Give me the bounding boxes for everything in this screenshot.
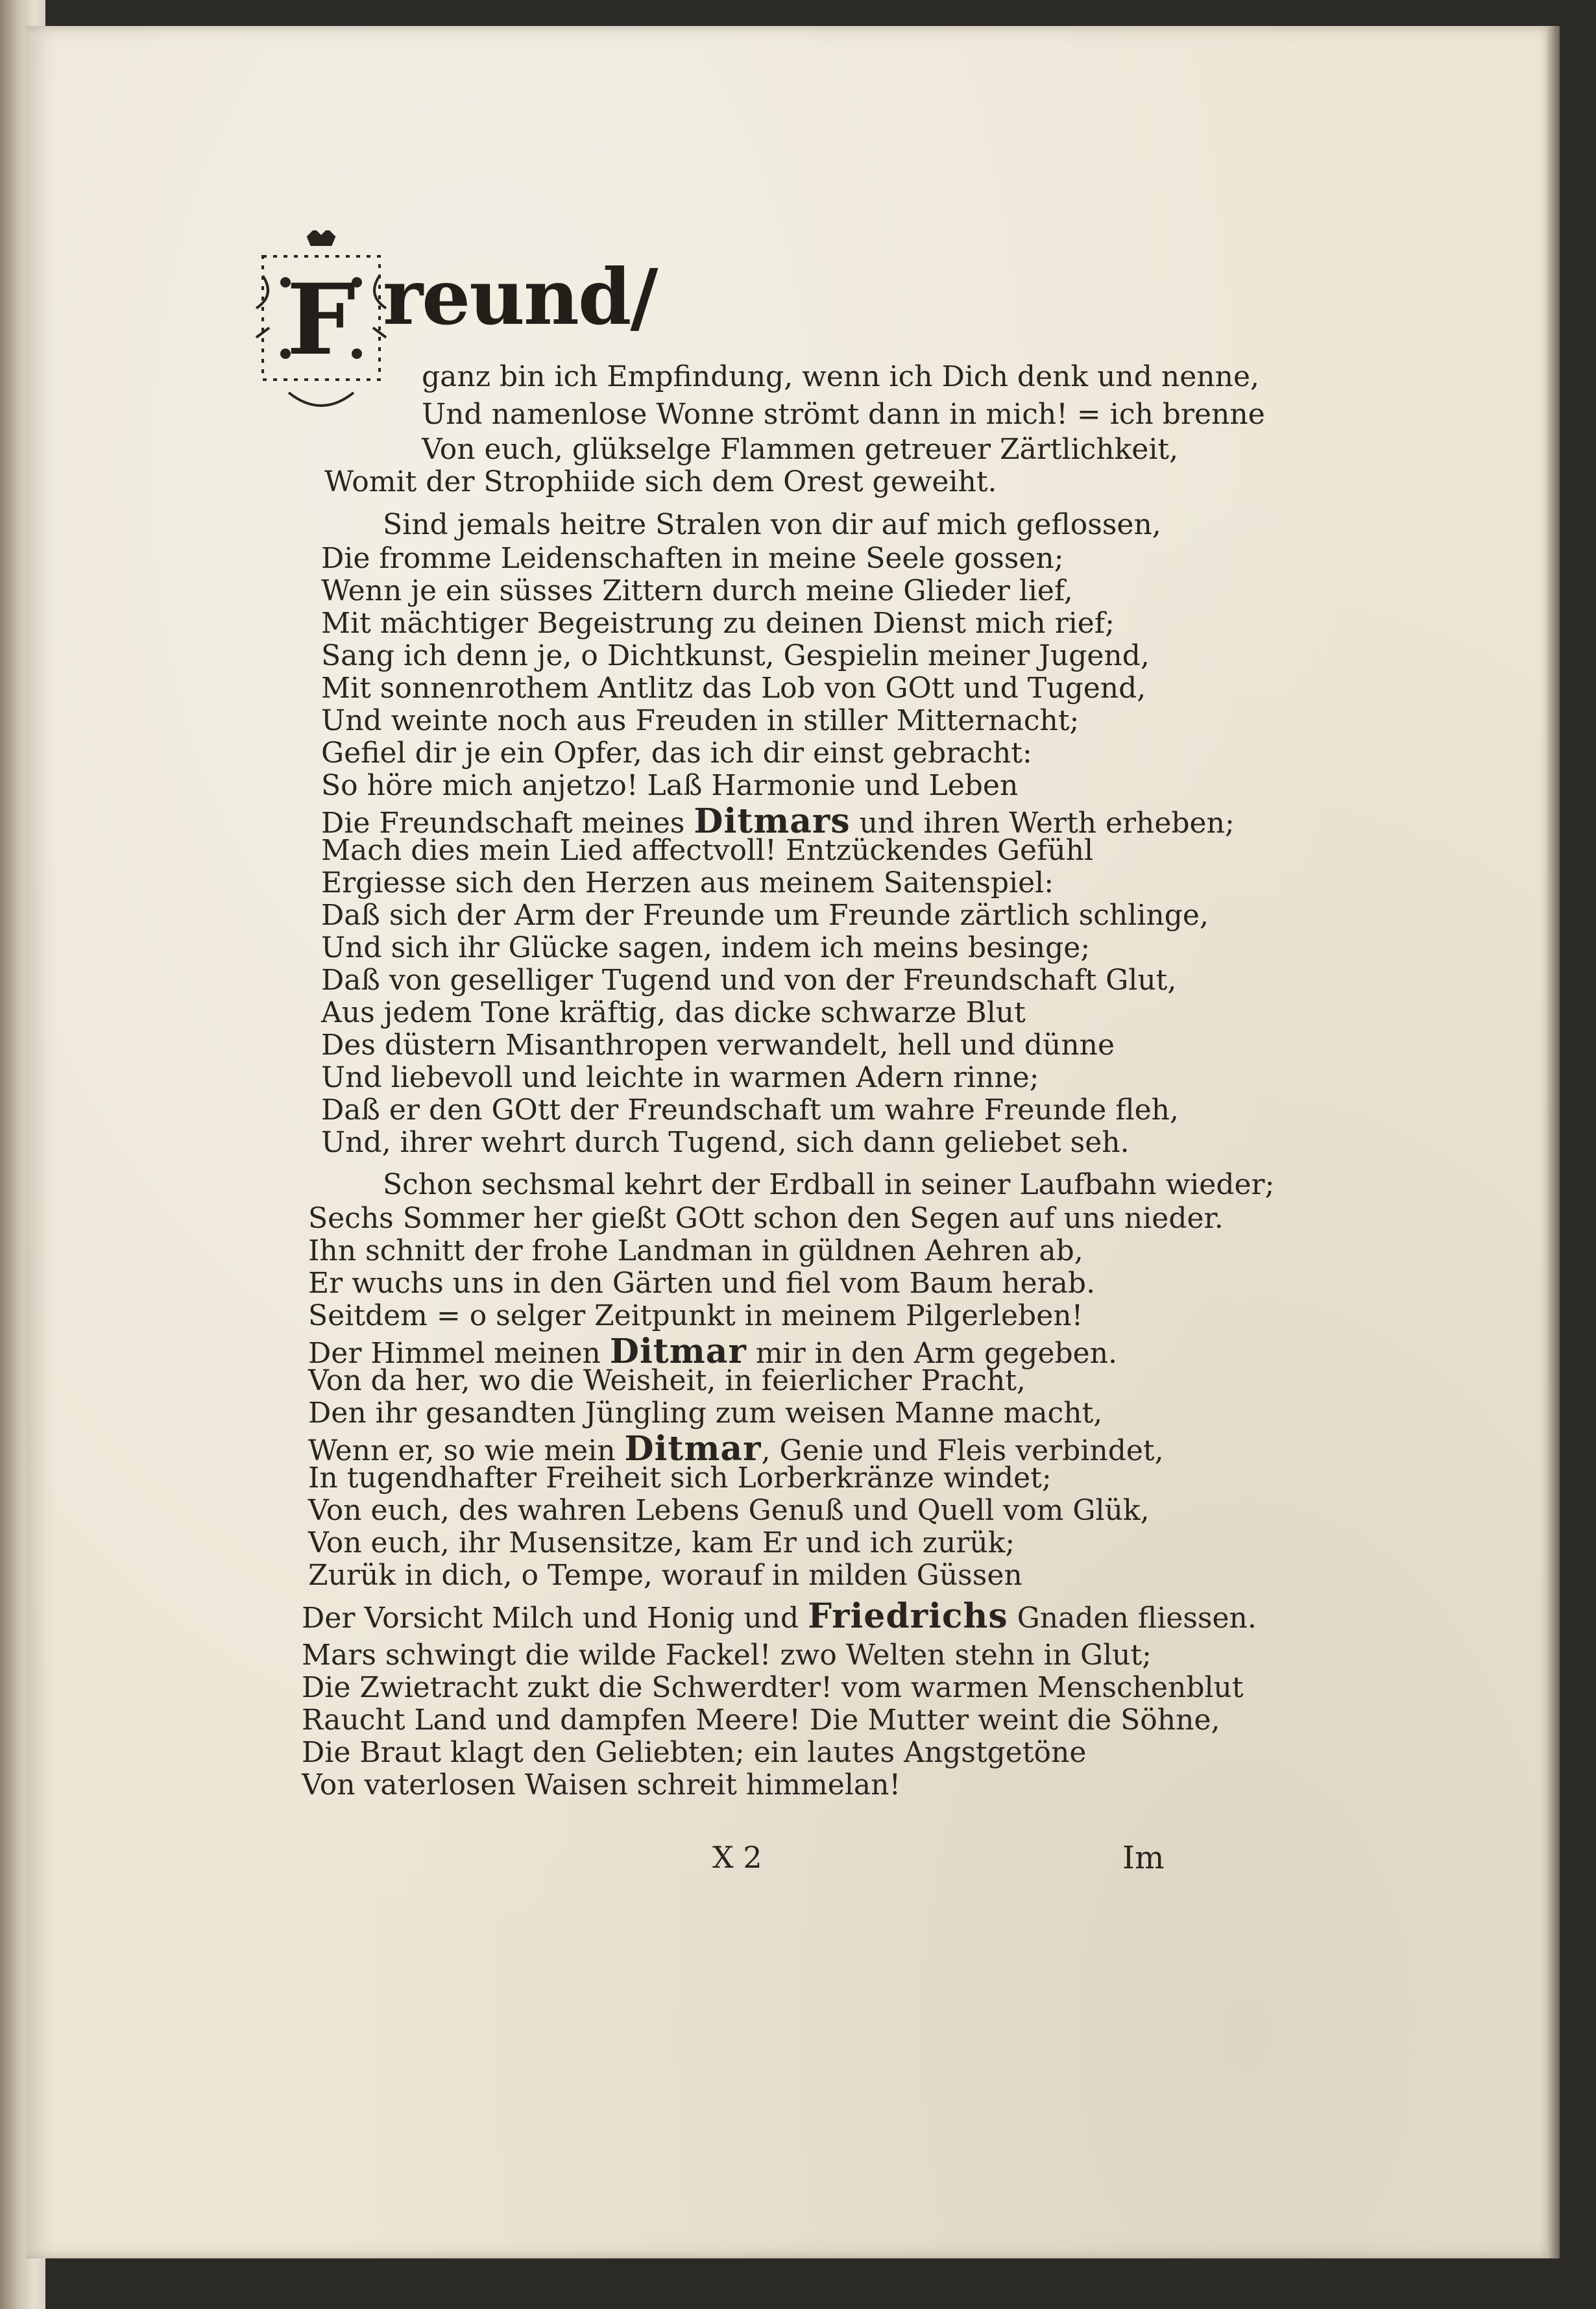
poem-line: Er wuchs uns in den Gärten und fiel vom Baum herab.	[308, 1267, 1096, 1300]
poem-line: Mach dies mein Lied affectvoll! Entzückendes Gefühl	[321, 834, 1094, 867]
poem-line: Von vaterlosen Waisen schreit himmelan!	[302, 1768, 901, 1802]
poem-line: Die Braut klagt den Geliebten; ein lautes Angstgetöne	[302, 1736, 1087, 1769]
poem-line: Und weinte noch aus Freuden in stiller Mitternacht;	[321, 704, 1080, 737]
poem-line: Daß sich der Arm der Freunde um Freunde zärtlich schlinge,	[321, 899, 1209, 932]
poem-line: Wenn je ein süsses Zittern durch meine Glieder lief,	[321, 574, 1073, 607]
poem-line: Mit mächtiger Begeistrung zu deinen Dienst mich rief;	[321, 607, 1115, 640]
poem-line: Gefiel dir je ein Opfer, das ich dir einst gebracht:	[321, 737, 1032, 770]
emphasized-name: Friedrichs	[808, 1596, 1008, 1636]
poem-line: Ihn schnitt der frohe Landman in güldnen Aehren ab,	[308, 1234, 1083, 1267]
poem-line: Von da her, wo die Weisheit, in feierlicher Pracht,	[308, 1364, 1026, 1397]
poem-line: Die Freundschaft meines Ditmars und ihren Werth erheben;	[321, 801, 1235, 841]
poem-line: Womit der Strophiide sich dem Orest geweiht.	[324, 465, 997, 498]
poem-line: Zurük in dich, o Tempe, worauf in milden Güssen	[308, 1559, 1022, 1592]
poem-line: Des düstern Misanthropen verwandelt, hell und dünne	[321, 1029, 1115, 1062]
poem-line: Sechs Sommer her gießt GOtt schon den Segen auf uns nieder.	[308, 1202, 1224, 1235]
catchword: Im	[1122, 1840, 1165, 1876]
poem-line: In tugendhafter Freiheit sich Lorberkränze windet;	[308, 1461, 1052, 1495]
poem-line: Der Himmel meinen Ditmar mir in den Arm gegeben.	[308, 1332, 1118, 1371]
poem-line: Daß von geselliger Tugend und von der Freundschaft Glut,	[321, 964, 1177, 997]
poem-heading: reund/	[383, 252, 657, 342]
poem-line: Mars schwingt die wilde Fackel! zwo Welten stehn in Glut;	[302, 1639, 1152, 1672]
poem-line: Von euch, ihr Musensitze, kam Er und ich zurük;	[308, 1526, 1015, 1559]
emphasized-name: Ditmar	[624, 1429, 762, 1469]
emphasized-name: Ditmar	[609, 1332, 747, 1371]
poem-line: Sang ich denn je, o Dichtkunst, Gespielin meiner Jugend,	[321, 639, 1150, 672]
poem-line: Die Zwietracht zukt die Schwerdter! vom warmen Menschenblut	[302, 1671, 1244, 1704]
poem-line: Wenn er, so wie mein Ditmar, Genie und Fleis verbindet,	[308, 1429, 1164, 1469]
poem-line: Von euch, glükselge Flammen getreuer Zärtlichkeit,	[422, 433, 1179, 466]
poem-line: Sind jemals heitre Stralen von dir auf mich geflossen,	[383, 508, 1161, 541]
poem-line: Ergiesse sich den Herzen aus meinem Saitenspiel:	[321, 866, 1054, 899]
poem-line: Und namenlose Wonne strömt dann in mich! = ich brenne	[422, 398, 1265, 431]
poem-line: Daß er den GOtt der Freundschaft um wahre Freunde fleh,	[321, 1093, 1179, 1127]
poem-line: Von euch, des wahren Lebens Genuß und Quell vom Glük,	[308, 1494, 1150, 1527]
poem-line: Den ihr gesandten Jüngling zum weisen Manne macht,	[308, 1397, 1103, 1430]
initial-letter: F	[286, 263, 356, 377]
poem-line: ganz bin ich Empfindung, wenn ich Dich denk und nenne,	[422, 360, 1259, 393]
poem-line: Und, ihrer wehrt durch Tugend, sich dann geliebet seh.	[321, 1126, 1130, 1159]
poem-line: Der Vorsicht Milch und Honig und Friedrichs Gnaden fliessen.	[302, 1596, 1257, 1636]
poem-line: Mit sonnenrothem Antlitz das Lob von GOtt und Tugend,	[321, 672, 1146, 705]
poem-line: Schon sechsmal kehrt der Erdball in seiner Laufbahn wieder;	[383, 1168, 1275, 1201]
poem-line: Die fromme Leidenschaften in meine Seele gossen;	[321, 542, 1064, 575]
poem-line: Seitdem = o selger Zeitpunkt in meinem Pilgerleben!	[308, 1299, 1083, 1332]
decorated-initial-ornament	[250, 230, 393, 425]
emphasized-name: Ditmars	[694, 801, 851, 841]
poem-line: Aus jedem Tone kräftig, das dicke schwarze Blut	[321, 996, 1026, 1029]
page-edge	[1547, 26, 1560, 2258]
poem-line: So höre mich anjetzo! Laß Harmonie und Leben	[321, 769, 1019, 802]
poem-line: Und sich ihr Glücke sagen, indem ich meins besinge;	[321, 931, 1091, 964]
poem-line: Raucht Land und dampfen Meere! Die Mutter weint die Söhne,	[302, 1704, 1220, 1737]
poem-line: Und liebevoll und leichte in warmen Adern rinne;	[321, 1061, 1039, 1094]
signature-mark: X 2	[712, 1840, 762, 1875]
